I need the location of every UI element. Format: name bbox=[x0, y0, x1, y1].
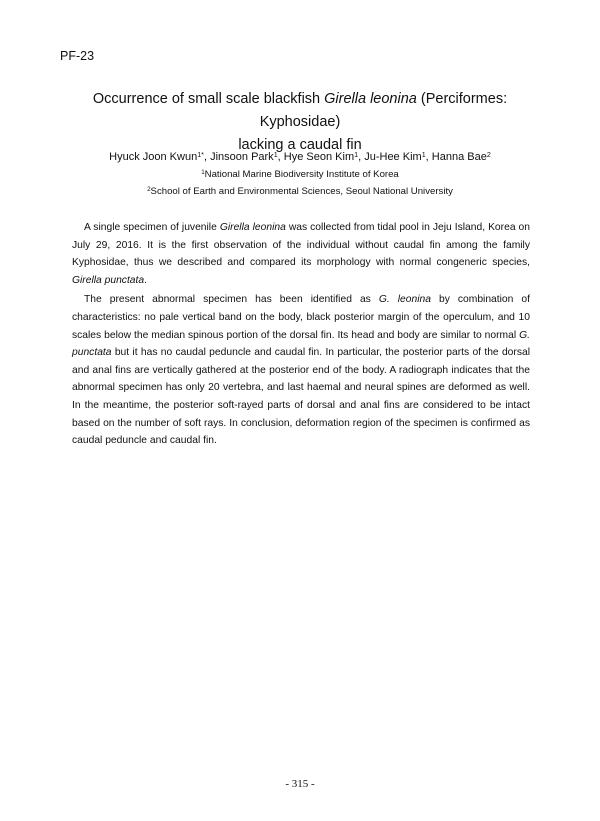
author bbox=[109, 151, 210, 163]
affiliation-mark: 2 bbox=[147, 186, 151, 194]
author bbox=[210, 151, 284, 163]
page-number: - 315 - bbox=[285, 778, 315, 790]
author-name: Ju-Hee Kim bbox=[364, 151, 422, 163]
author-separator: , bbox=[277, 151, 284, 163]
author-separator: , bbox=[358, 151, 365, 163]
author-name: Jinsoon Park bbox=[210, 151, 274, 163]
author-affiliation-mark: 1 bbox=[354, 150, 359, 159]
author-name: Hanna Bae bbox=[431, 151, 487, 163]
text-run: by combination of characteristics: no pale vertical band on the body, black posterior margin of the operculum, and 10 scales below the median spinous portion of the dorsal fin. Its head and body are similar to normal bbox=[72, 294, 530, 341]
affiliation-mark: 1 bbox=[201, 169, 205, 177]
title-text-rest: (Perciformes: Kyphosidae) bbox=[259, 91, 508, 130]
text-run: . bbox=[144, 274, 147, 286]
author-affiliation-mark: 2 bbox=[486, 150, 491, 159]
author-list bbox=[60, 150, 540, 164]
author-separator: , bbox=[203, 151, 211, 163]
text-run: but it has no caudal peduncle and caudal fin. In particular, the posterior parts of the dorsal and anal fins are vertically gathered at the posterior end of the body. A radiograph indicates that the abnormal specimen has only 20 vertebra, and last haemal and neural spines are deformed as well. In the meantime, the posterior soft-rayed parts of dorsal and anal fins are considered to be intact based on the number of soft rays. In conclusion, deformation region of the specimen is confirmed as caudal peduncle and caudal fin. bbox=[72, 347, 530, 447]
affiliation-text: School of Earth and Environmental Sciences, Seoul National University bbox=[150, 186, 453, 197]
species-name: G. punctata bbox=[72, 329, 530, 359]
species-name: G. leonina bbox=[378, 294, 431, 306]
affiliation bbox=[60, 169, 540, 181]
species-name: Girella punctata bbox=[72, 274, 145, 286]
paper-title bbox=[60, 88, 540, 157]
author bbox=[284, 151, 364, 163]
affiliation bbox=[60, 186, 540, 198]
species-name: Girella leonina bbox=[219, 222, 286, 233]
author-name: Hyuck Joon Kwun bbox=[109, 151, 198, 163]
text-run: was collected from tidal pool in Jeju Island, Korea on July 29, 2016. It is the first observation of the individual without caudal fin among the family Kyphosidae, thus we described and compared its morphology with normal congeneric species, bbox=[72, 222, 531, 269]
author-name: Hye Seon Kim bbox=[283, 151, 355, 163]
author-affiliation-mark: 1 bbox=[421, 150, 426, 159]
text-run: A single specimen of juvenile bbox=[84, 222, 220, 233]
abstract-code: PF-23 bbox=[60, 49, 95, 63]
author-affiliation-mark: 1* bbox=[197, 150, 204, 159]
affiliation-text: National Marine Biodiversity Institute of Korea bbox=[204, 169, 399, 180]
abstract-paragraph bbox=[72, 219, 530, 289]
author-affiliation-mark: 1 bbox=[273, 150, 278, 159]
abstract-paragraph bbox=[72, 291, 530, 449]
title-text: Occurrence of small scale blackfish bbox=[92, 91, 325, 107]
author-separator: , bbox=[425, 151, 432, 163]
text-run: The present abnormal specimen has been identified as bbox=[84, 294, 379, 306]
title-species: Girella leonina bbox=[324, 91, 417, 107]
abstract-body bbox=[72, 219, 530, 452]
author bbox=[432, 151, 491, 163]
author bbox=[364, 151, 432, 163]
title-line2: lacking a caudal fin bbox=[238, 137, 362, 153]
